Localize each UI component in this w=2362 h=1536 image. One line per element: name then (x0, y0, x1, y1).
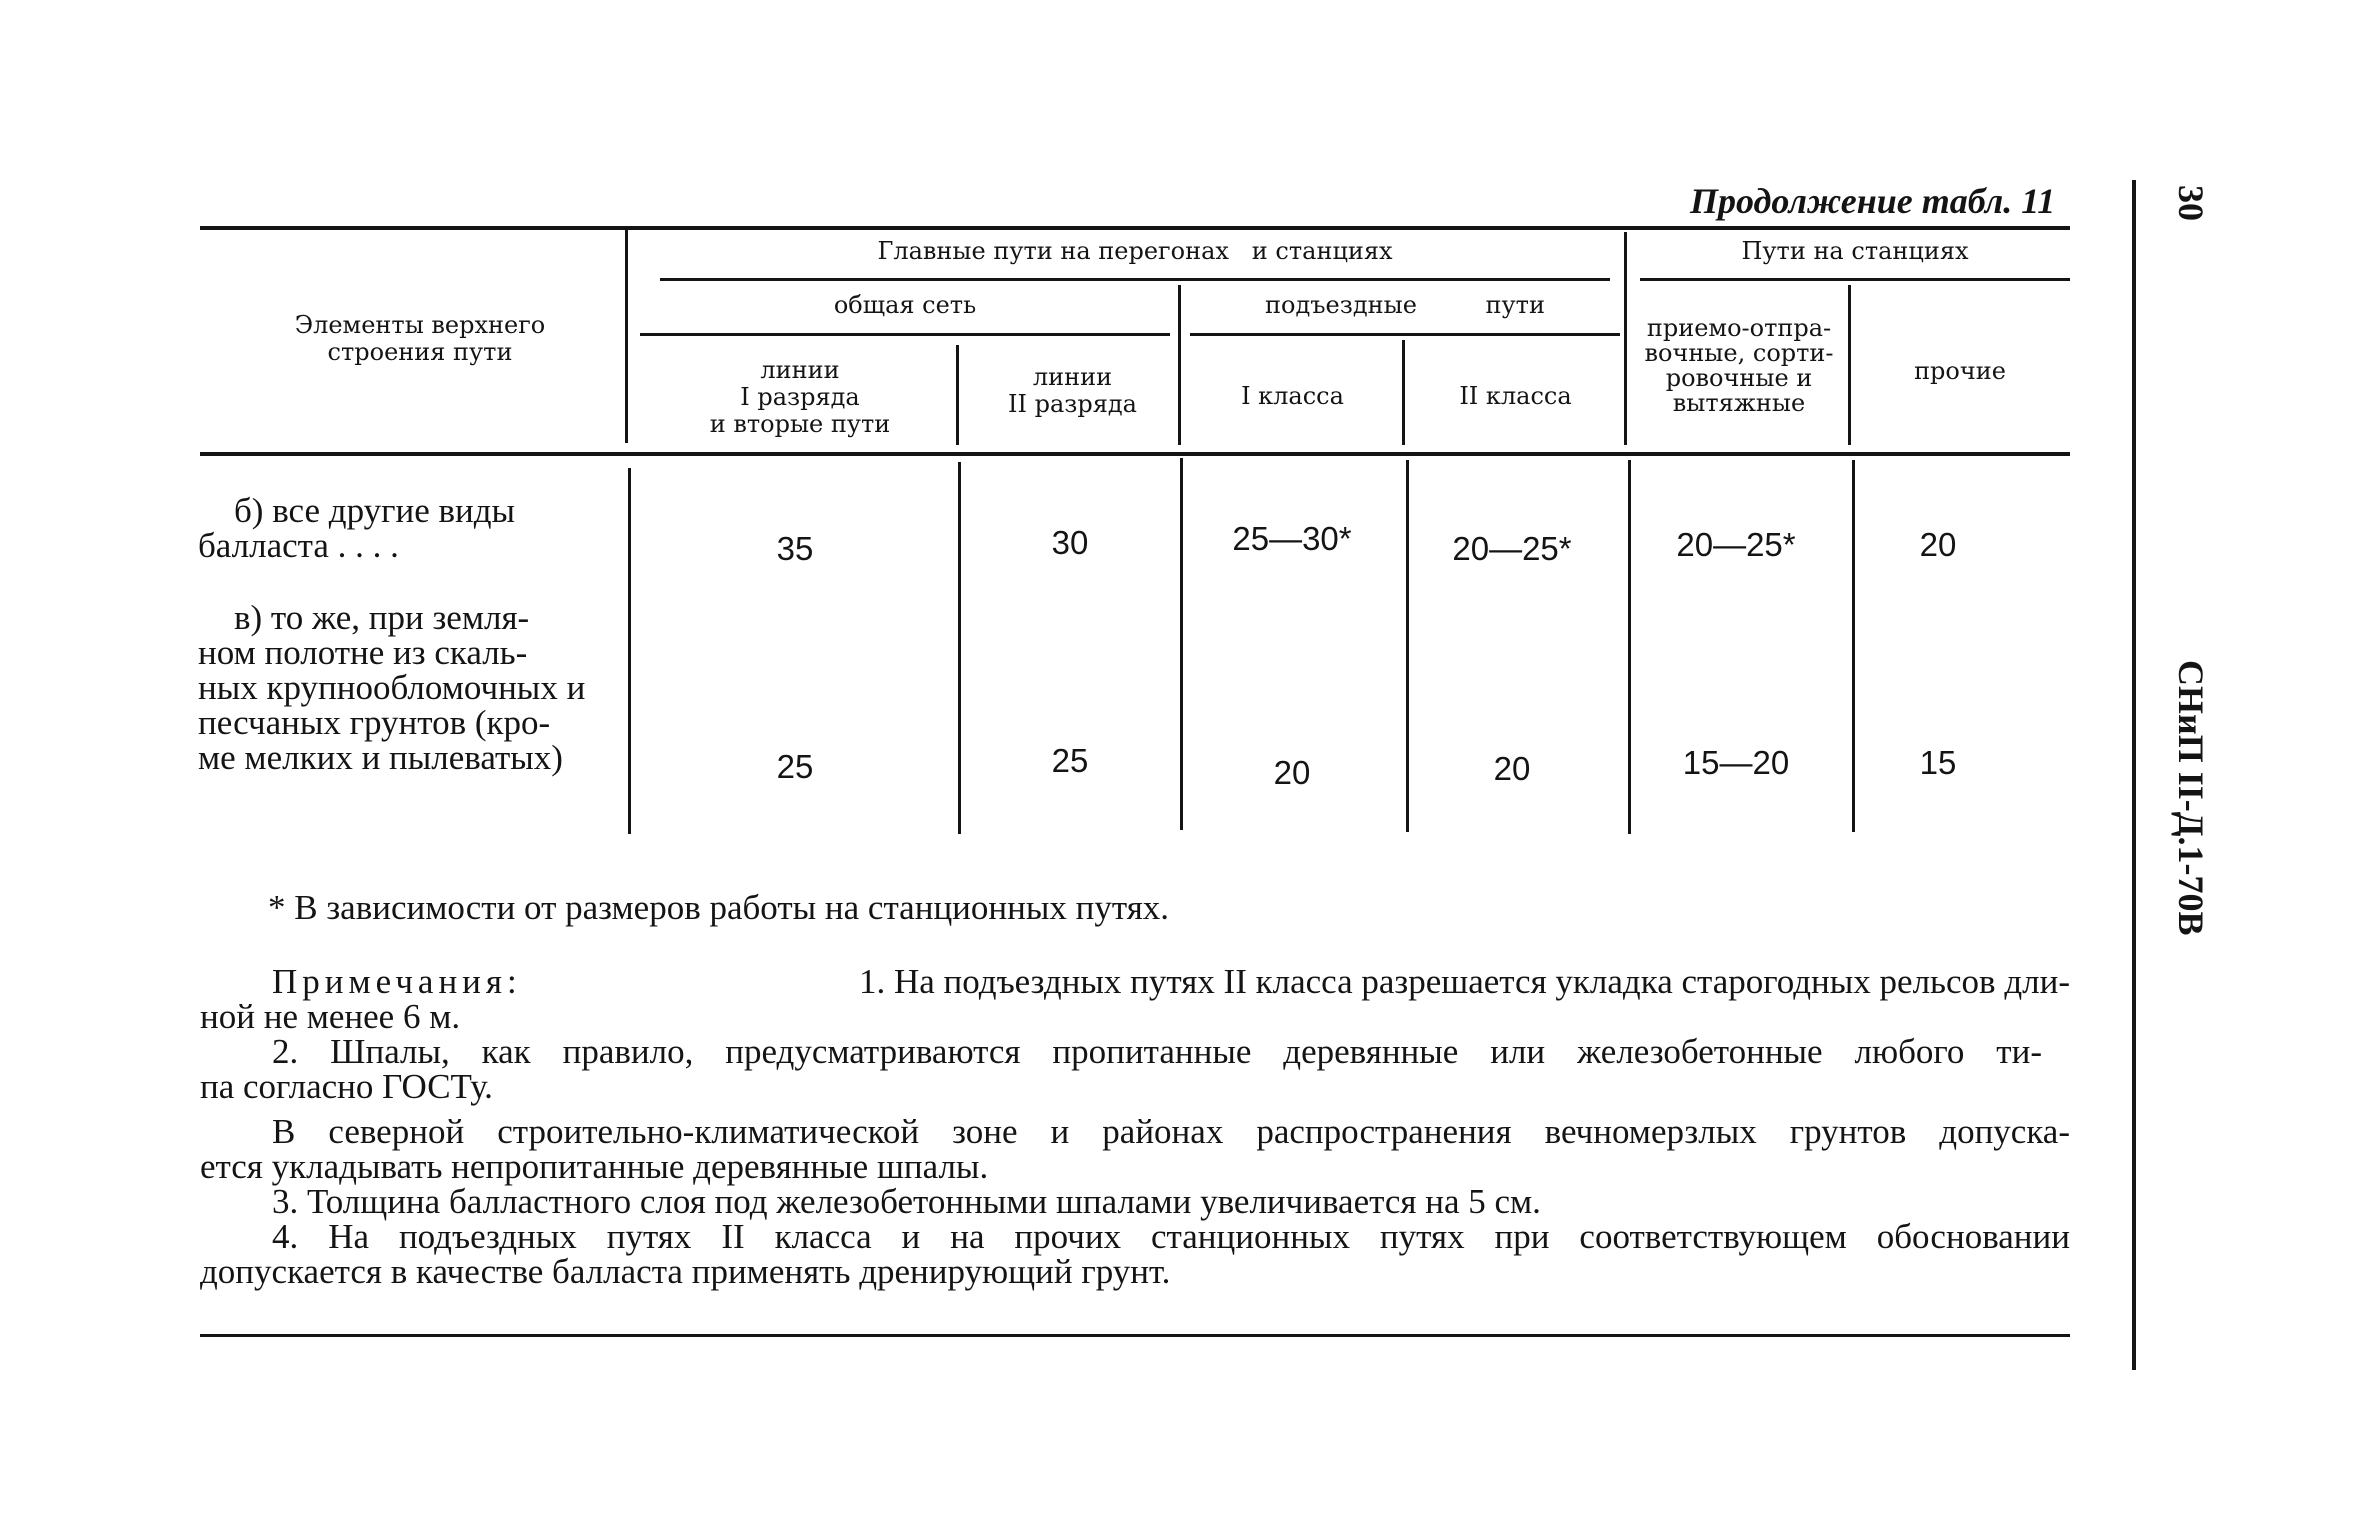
row-label-line: песчаных грунтов (кро- (198, 703, 551, 742)
cell-value: 35 (776, 530, 814, 567)
bottom-rule (200, 1334, 2070, 1337)
row-header: Элементы верхнего строения пути (294, 311, 546, 366)
note-4-line-1: 4. На подъездных путях II класса и на прочих станционных путях при соответствующем обосновании (272, 1217, 2070, 1256)
group-main-header: Главные пути на перегонах и станциях (877, 237, 1393, 265)
note-3: 3. Толщина балластного слоя под железобетонными шпалами увеличивается на 5 см. (272, 1182, 1541, 1221)
cell-value: 15 (1919, 744, 1957, 781)
col-class1-header: I класса (1241, 382, 1344, 410)
page-number: 30 (2171, 185, 2211, 221)
table-caption: Продолжение табл. 11 (1690, 181, 2056, 221)
body-divider-4 (1406, 460, 1409, 832)
col-lines2-header: линии II разряда (1008, 363, 1137, 418)
col-receiving-header: приемо-отпра- вочные, сорти- ровочные и вытяжные (1644, 314, 1834, 417)
notes-title: Примечания: (272, 962, 522, 1001)
table-top-rule (200, 226, 2070, 230)
note-2-line-2: па согласно ГОСТу. (200, 1067, 493, 1106)
row-label-line: ных крупнообломочных и (198, 668, 586, 707)
footnote: * В зависимости от размеров работы на станционных путях. (268, 888, 1170, 927)
note-2-line-1: 2. Шпалы, как правило, предусматриваются пропитанные деревянные или железобетонные любого ти- (272, 1032, 2042, 1071)
note-2b-line-2: ется укладывать непропитанные деревянные шпалы. (200, 1147, 989, 1186)
cell-value: 20 (1273, 754, 1311, 791)
cell-value: 20—25* (1452, 530, 1572, 567)
sub-access-rule (1190, 333, 1620, 336)
row-label-line: ном полотне из скаль- (198, 633, 528, 672)
row-label-line: б) все другие виды (234, 491, 516, 530)
sub-general-header: общая сеть (833, 291, 977, 319)
cell-value: 15—20 (1682, 744, 1790, 781)
header-divider-5 (1624, 232, 1627, 445)
header-divider-2 (956, 345, 959, 445)
row-label-b (198, 493, 616, 563)
body-divider-1 (628, 468, 631, 834)
body-divider-3 (1180, 458, 1183, 830)
margin-rule (2132, 180, 2136, 1370)
header-divider-4 (1402, 340, 1405, 445)
note-1-line-1 (272, 964, 2070, 999)
cell-value: 20 (1493, 750, 1531, 787)
cell-value: 25 (776, 748, 814, 785)
body-divider-2 (958, 462, 961, 834)
note-1-line-2: ной не менее 6 м. (200, 997, 461, 1036)
note-1-text: 1. На подъездных путях II класса разрешается укладка старогодных рельсов дли- (858, 962, 2070, 1001)
note-4-line-2: допускается в качестве балласта применять дренирующий грунт. (200, 1252, 1171, 1291)
group-stations-rule (1640, 278, 2070, 281)
row-label-v (198, 600, 616, 775)
cell-value: 20—25* (1676, 526, 1796, 563)
col-class2-header: II класса (1459, 382, 1572, 410)
document-code: СНиП II-Д.1-70В (2171, 660, 2211, 936)
group-stations-header: Пути на станциях (1741, 237, 1969, 265)
group-main-rule (660, 278, 1610, 281)
cell-value: 30 (1051, 524, 1089, 561)
header-bottom-rule (200, 452, 2070, 456)
col-other-header: прочие (1914, 357, 2006, 385)
sub-access-header: подъездные пути (1265, 291, 1545, 319)
sub-general-rule (640, 333, 1170, 336)
cell-value: 25—30* (1232, 520, 1352, 557)
row-label-line: в) то же, при земля- (234, 598, 530, 637)
header-divider-6 (1848, 285, 1851, 445)
row-label-line: ме мелких и пылеватых) (198, 738, 563, 777)
note-2b-line-1: В северной строительно-климатической зоне и районах распространения вечномерзлых грунтов допуска- (272, 1112, 2070, 1151)
cell-value: 20 (1919, 526, 1957, 563)
col-lines1-header: линии I разряда и вторые пути (709, 356, 891, 438)
row-label-line: балласта . . . . (198, 526, 399, 565)
header-divider-1 (625, 228, 628, 443)
cell-value: 25 (1051, 742, 1089, 779)
body-divider-5 (1628, 460, 1631, 834)
